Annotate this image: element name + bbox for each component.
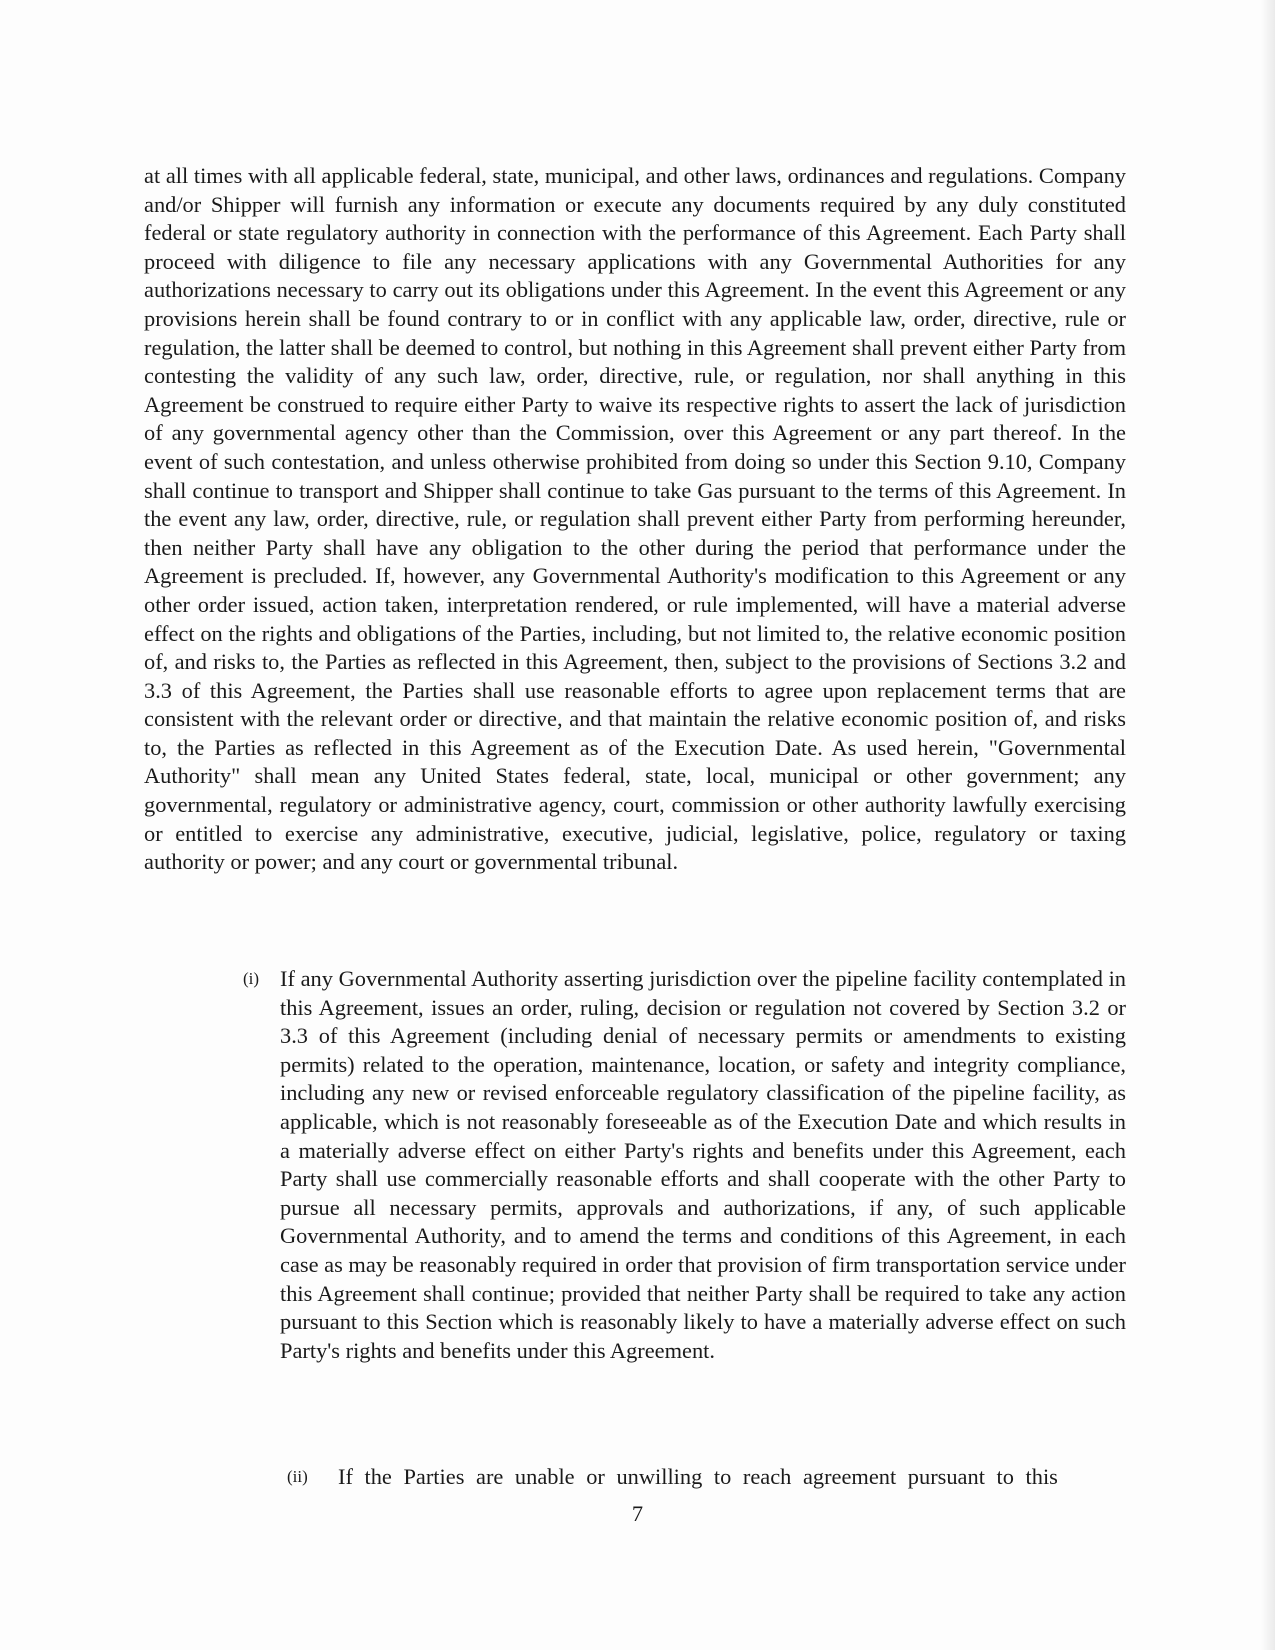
list-item-text: If any Governmental Authority asserting jurisdiction over the pipeline facility contemplated in this Agreement, issues an order, ruling, decision or regulation not covered by Section 3.2 or 3.3 of this Agreement (including denial of necessary permits or amendments to existing permits) related to the operation, maintenance, location, or safety and integrity compliance, including any new or revised enforceable regulatory classification of the pipeline facility, as applicable, which is not reasonably foreseeable as of the Execution Date and which results in a materially adverse effect on either Party's rights and benefits under this Agreement, each Party shall use commercially reasonable efforts and shall cooperate with the other Party to pursue all necessary permits, approvals and authorizations, if any, of such applicable Governmental Authority, and to amend the terms and conditions of this Agreement, in each case as may be reasonably required in order that provision of firm transportation service under this Agreement shall continue; provided that neither Party shall be required to take any action pursuant to this Section which is reasonably likely to have a materially adverse effect on such Party's rights and benefits under this Agreement. bbox=[280, 966, 1126, 1363]
list-item-text: If the Parties are unable or unwilling to reach agreement pursuant to this bbox=[338, 1464, 1058, 1489]
body-paragraph: at all times with all applicable federal, state, municipal, and other laws, ordinances and regulations. Company and/or Shipper will furnish any information or execute any documents required by any duly constituted federal or state regulatory authority in connection with the performance of this Agreement. Each Party shall proceed with diligence to file any necessary applications with any Governmental Authorities for any authorizations necessary to carry out its obligations under this Agreement. In the event this Agreement or any provisions herein shall be found contrary to or in conflict with any applicable law, order, directive, rule or regulation, the latter shall be deemed to control, but nothing in this Agreement shall prevent either Party from contesting the validity of any such law, order, directive, rule, or regulation, nor shall anything in this Agreement be construed to require either Party to waive its respective rights to assert the lack of jurisdiction of any governmental agency other than the Commission, over this Agreement or any part thereof. In the event of such contestation, and unless otherwise prohibited from doing so under this Section 9.10, Company shall continue to transport and Shipper shall continue to take Gas pursuant to the terms of this Agreement. In the event any law, order, directive, rule, or regulation shall prevent either Party from performing hereunder, then neither Party shall have any obligation to the other during the period that performance under the Agreement is precluded. If, however, any Governmental Authority's modification to this Agreement or any other order issued, action taken, interpretation rendered, or rule implemented, will have a material adverse effect on the rights and obligations of the Parties, including, but not limited to, the relative economic position of, and risks to, the Parties as reflected in this Agreement, then, subject to the provisions of Sections 3.2 and 3.3 of this Agreement, the Parties shall use reasonable efforts to agree upon replacement terms that are consistent with the relevant order or directive, and that maintain the relative economic position of, and risks to, the Parties as reflected in this Agreement as of the Execution Date. As used herein, "Governmental Authority" shall mean any United States federal, state, local, municipal or other government; any governmental, regulatory or administrative agency, court, commission or other authority lawfully exercising or entitled to exercise any administrative, executive, judicial, legislative, police, regulatory or taxing authority or power; and any court or governmental tribunal. bbox=[144, 163, 1126, 875]
list-item-marker: (i) bbox=[243, 969, 260, 988]
page-edge-shadow bbox=[1261, 0, 1275, 1650]
page-number: 7 bbox=[631, 1501, 644, 1526]
list-item-marker: (ii) bbox=[287, 1467, 308, 1486]
